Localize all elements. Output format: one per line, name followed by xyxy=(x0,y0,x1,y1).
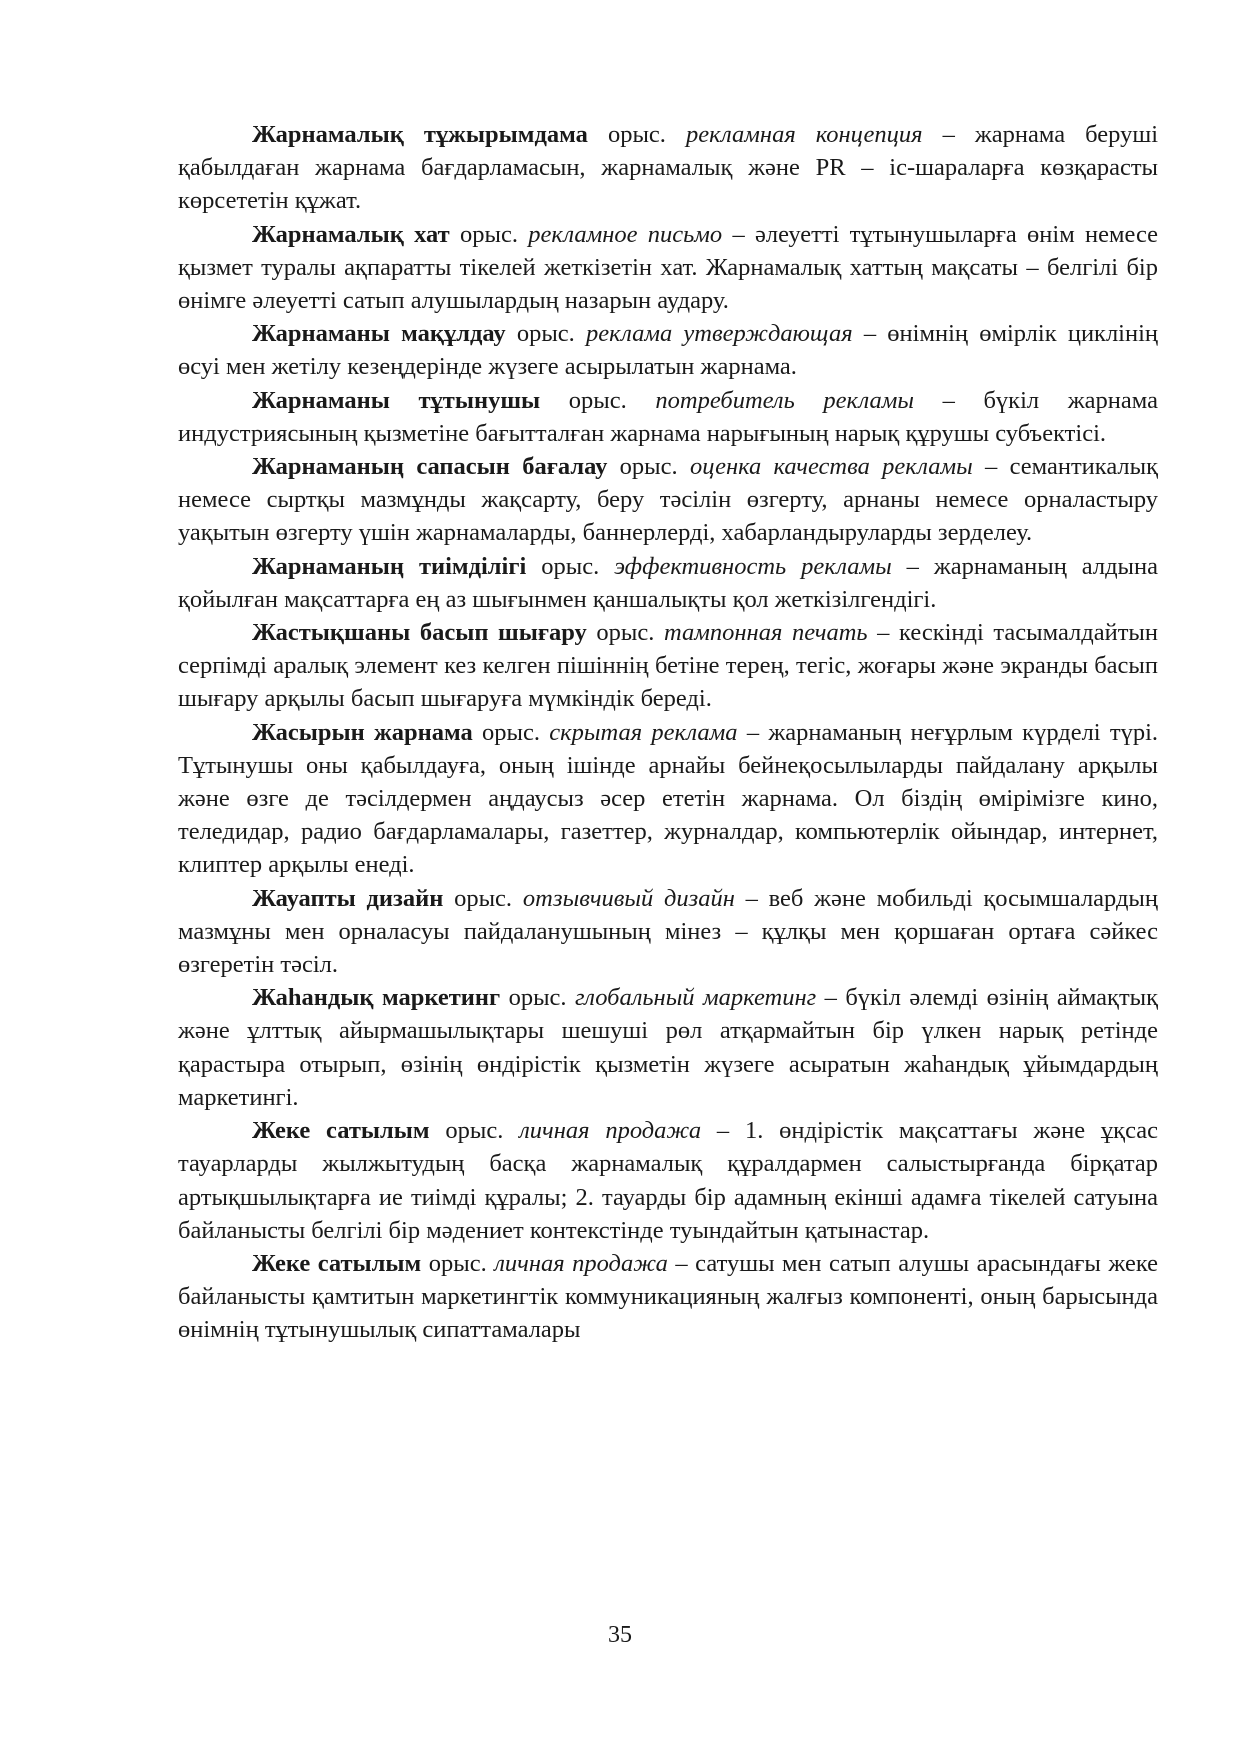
entry-lang-marker: орыс. xyxy=(508,984,567,1012)
entry-russian-equivalent: потребитель рекламы xyxy=(655,386,914,414)
glossary-entry xyxy=(178,1247,1158,1347)
glossary-entry xyxy=(178,882,1158,982)
entry-term: Жарнаманың тиімділігі xyxy=(252,552,527,580)
entry-russian-equivalent: отзывчивый дизайн xyxy=(522,884,735,912)
glossary-entry xyxy=(178,384,1158,450)
entry-lang-marker: орыс. xyxy=(482,718,541,746)
entry-lang-marker: орыс. xyxy=(454,884,513,912)
glossary-entry xyxy=(178,317,1158,383)
page-number: 35 xyxy=(608,1622,632,1648)
entry-definition: – жарнаманың неғұрлым күрделі түрі. Тұтынушы оны қабылдауға, оның ішінде арнайы бейнеқосылыларды пайдалану арқылы және өзге де тәсілдермен аңдаусыз әсер ететін жарнама. Ол біздің өмірімізге кино, теледидар, радио бағдарламалары, газеттер, журналдар, компьютерлік ойындар, интернет, клиптер арқылы енеді. xyxy=(178,718,1159,879)
entry-term: Жарнамалық тұжырымдама xyxy=(252,121,588,148)
entry-russian-equivalent: оценка качества рекламы xyxy=(689,453,973,481)
entry-definition: – өнімнің өмірлік циклінің өсуі мен жетілу кезеңдерінде жүзеге асырылатын жарнама. xyxy=(178,320,1159,381)
entry-term: Жауапты дизайн xyxy=(252,884,444,912)
entry-lang-marker: орыс. xyxy=(619,453,678,481)
entry-lang-marker: орыс. xyxy=(516,320,575,348)
entry-term: Жаһандық маркетинг xyxy=(252,984,501,1012)
entry-term: Жарнаманы тұтынушы xyxy=(252,386,541,414)
glossary-entry xyxy=(178,616,1158,716)
entry-lang-marker: орыс. xyxy=(428,1249,487,1277)
entry-lang-marker: орыс. xyxy=(607,121,666,148)
entry-definition: – жарнаманың алдына қойылған мақсаттарға ең аз шығынмен қаншалықты қол жеткізілгендігі. xyxy=(178,552,1158,613)
glossary-entry xyxy=(178,118,1158,218)
entry-russian-equivalent: личная продажа xyxy=(519,1117,702,1145)
entry-term: Жеке сатылым xyxy=(252,1249,422,1277)
entry-term: Жеке сатылым xyxy=(252,1117,430,1145)
entry-definition: – сатушы мен сатып алушы арасындағы жеке байланысты қамтитын маркетингтік коммуникацияның жалғыз компоненті, оның барысында өнімнің тұтынушылық сипаттамалары xyxy=(178,1249,1159,1344)
entry-russian-equivalent: эффективность рекламы xyxy=(614,552,892,580)
entry-russian-equivalent: скрытая реклама xyxy=(549,718,738,746)
glossary-entry xyxy=(178,1114,1158,1247)
entry-definition: – кескінді тасымалдайтын серпімді аралық элемент кез келген пішіннің бетіне терең, тегіс, жоғары және экранды басып шығару арқылы басып шығаруға мүмкіндік береді. xyxy=(178,619,1159,713)
glossary-entry xyxy=(178,550,1158,616)
entry-term: Жастықшаны басып шығару xyxy=(252,619,587,647)
entry-russian-equivalent: глобальный маркетинг xyxy=(575,984,817,1012)
entry-definition: – бүкіл жарнама индустриясының қызметіне бағытталған жарнама нарығының нарық құрушы субъектісі. xyxy=(178,386,1158,447)
entry-russian-equivalent: тампонная печать xyxy=(664,619,868,647)
entry-russian-equivalent: рекламная концепция xyxy=(685,121,923,148)
entry-lang-marker: орыс. xyxy=(460,220,518,248)
glossary-entry xyxy=(178,716,1158,882)
entry-russian-equivalent: личная продажа xyxy=(494,1249,668,1277)
glossary-entry xyxy=(178,981,1158,1114)
entry-definition: – әлеуетті тұтынушыларға өнім немесе қызмет туралы ақпаратты тікелей жеткізетін хат. Жарнамалық хаттың мақсаты – белгілі бір өнімге әлеуетті сатып алушылардың назарын аудару. xyxy=(178,220,1159,315)
entry-term: Жарнамалық хат xyxy=(252,220,450,248)
entry-definition: – жарнама беруші қабылдаған жарнама бағдарламасын, жарнамалық және PR – іс-шараларға көзқарасты көрсететін құжат. xyxy=(178,121,1159,215)
glossary-entry xyxy=(178,450,1158,550)
entry-russian-equivalent: реклама утверждающая xyxy=(586,320,853,348)
entry-lang-marker: орыс. xyxy=(568,386,627,414)
entry-definition: – семантикалық немесе сыртқы мазмұнды жақсарту, беру тәсілін өзгерту, арнаны немесе орналастыру уақытын өзгерту үшін жарнамаларды, баннерлерді, хабарландыруларды зерделеу. xyxy=(178,453,1158,547)
entry-term: Жарнаманың сапасын бағалау xyxy=(252,453,608,481)
entry-lang-marker: орыс. xyxy=(445,1117,504,1145)
glossary-entry xyxy=(178,218,1158,318)
entry-definition: – веб және мобильді қосымшалардың мазмұны мен орналасуы пайдаланушының мінез – құлқы мен қоршаған ортаға сәйкес өзгеретін тәсіл. xyxy=(178,884,1159,979)
entry-term: Жасырын жарнама xyxy=(252,718,473,746)
glossary-body xyxy=(178,118,1158,1347)
entry-definition: – бүкіл әлемді өзінің аймақтық және ұлттық айырмашылықтары шешуші рөл атқармайтын бір үлкен нарық ретінде қарастыра отырып, өзінің өндірістік қызметін жүзеге асыратын жаһандық ұйымдардың маркетингі. xyxy=(178,984,1159,1111)
entry-russian-equivalent: рекламное письмо xyxy=(528,220,723,248)
entry-lang-marker: орыс. xyxy=(596,619,655,647)
entry-lang-marker: орыс. xyxy=(541,552,600,580)
entry-term: Жарнаманы мақұлдау xyxy=(252,320,506,348)
entry-definition: – 1. өндірістік мақсаттағы және ұқсас тауарларды жылжытудың басқа жарнамалық құралдармен салыстырғанда бірқатар артықшылықтарға ие тиімді құралы; 2. тауарды бір адамның екінші адамға тікелей сатуына байланысты белгілі бір мәдениет контекстінде туындайтын қатынастар. xyxy=(178,1117,1158,1244)
